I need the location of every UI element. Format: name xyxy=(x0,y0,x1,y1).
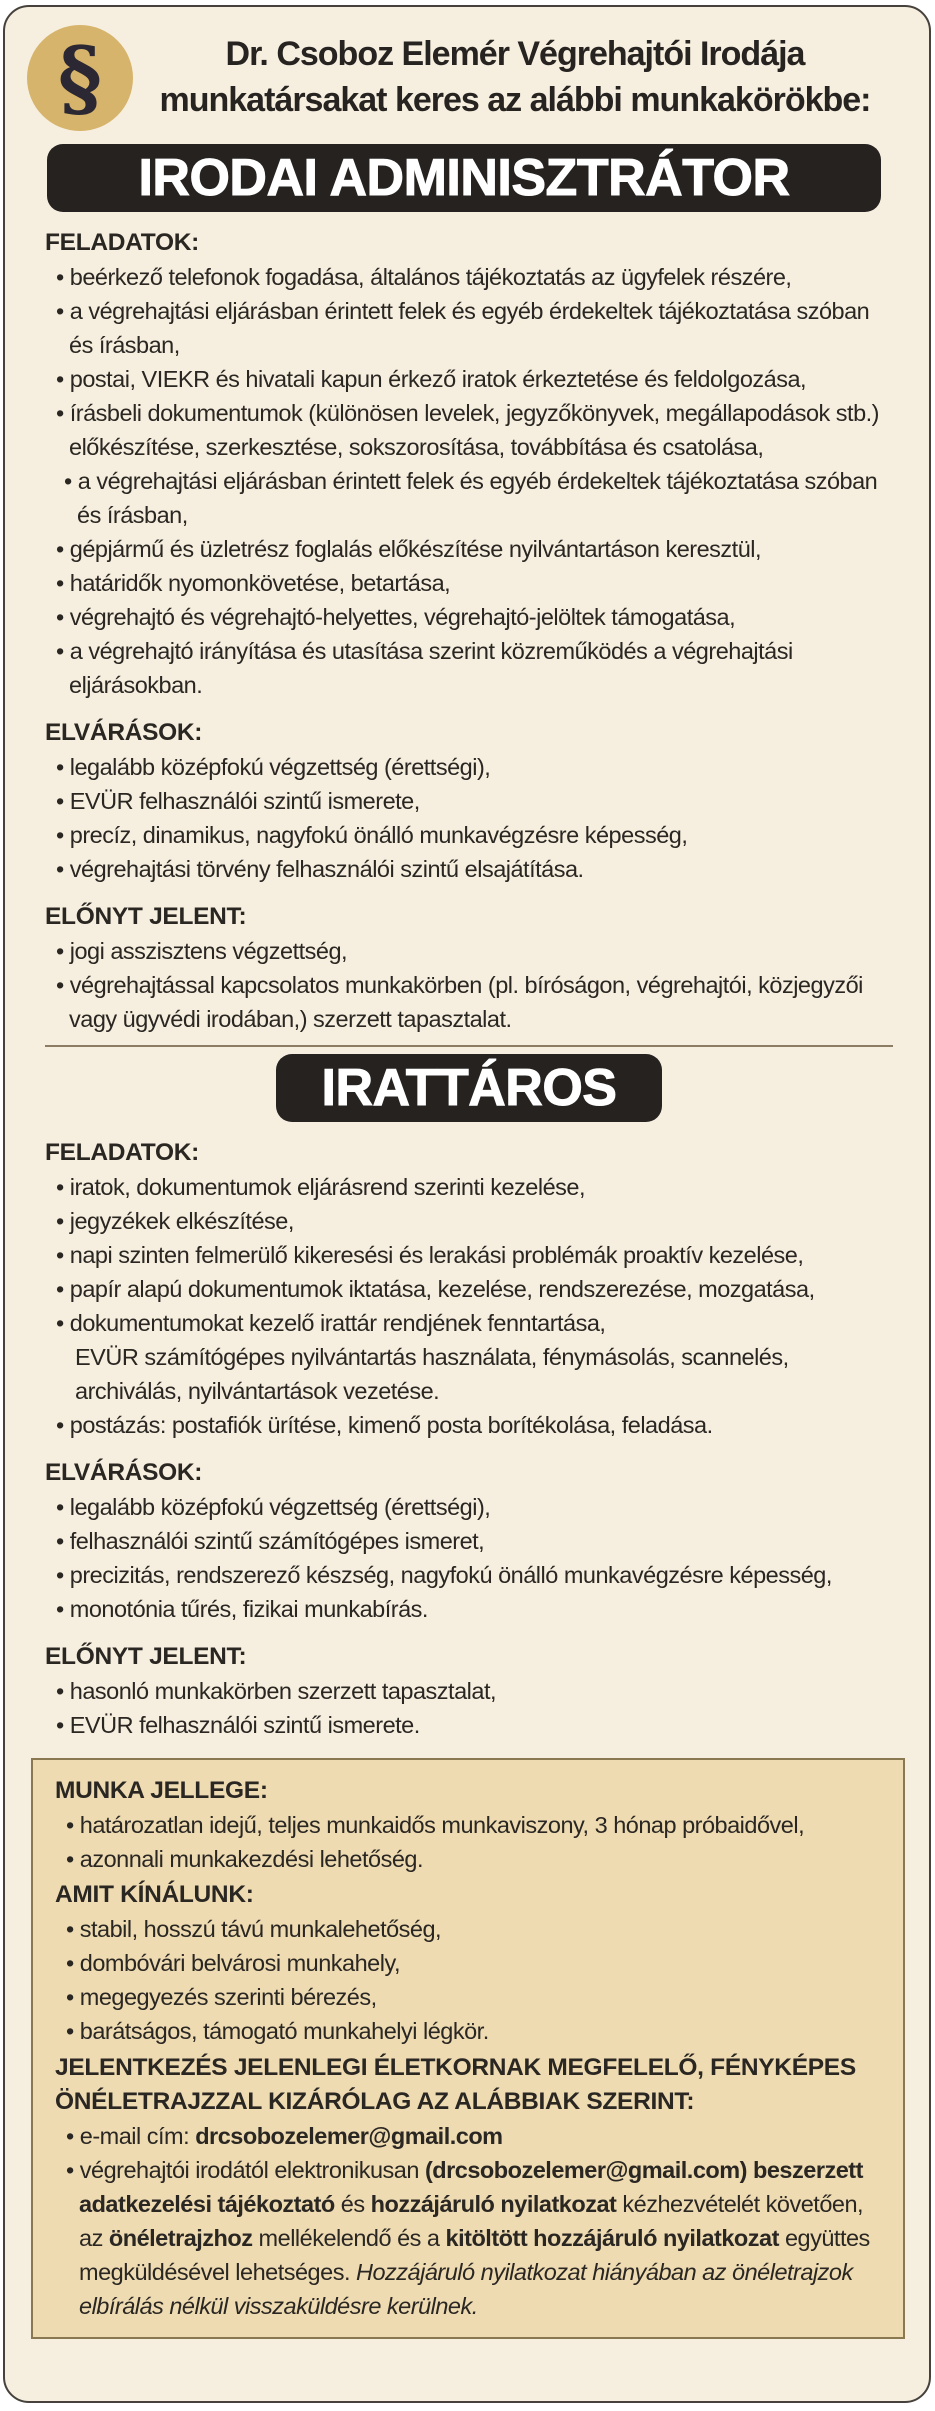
bullet-item: • a végrehajtási eljárásban érintett felek és egyéb érdekeltek tájékoztatása szóban és írásban, xyxy=(56,298,870,358)
bullet-item: • e-mail cím: drcsobozelemer@gmail.com xyxy=(66,2123,503,2149)
bullet-item: • papír alapú dokumentumok iktatása, kezelése, rendszerezése, mozgatása, xyxy=(56,1276,815,1302)
section-heading: ELVÁRÁSOK: xyxy=(45,1459,203,1486)
section-heading: ELVÁRÁSOK: xyxy=(45,719,203,746)
text-segment: és xyxy=(334,2191,371,2217)
office-name: Dr. Csoboz Elemér Végrehajtói Irodája xyxy=(225,35,805,73)
bullet-item: EVÜR számítógépes nyilvántartás használata, fénymásolás, scannelés, archiválás, nyilvántartások vezetése. xyxy=(75,1344,789,1404)
header-titles xyxy=(133,31,893,123)
job-ad-card xyxy=(3,5,931,2403)
section-heading: ELŐNYT JELENT: xyxy=(45,1643,247,1670)
application-heading: JELENTKEZÉS JELENLEGI ÉLETKORNAK MEGFELELŐ, FÉNYKÉPES ÖNÉLETRAJZZAL KIZÁRÓLAG AZ ALÁBBIAK SZERINT: xyxy=(55,2054,856,2115)
bullet-item: • EVÜR felhasználói szintű ismerete. xyxy=(56,1712,420,1738)
bullet-item: • precizitás, rendszerező készség, nagyfokú önálló munkavégzésre képesség, xyxy=(56,1562,832,1588)
job-title-irodai-adminisztrator: IRODAI ADMINISZTRÁTOR xyxy=(47,144,881,212)
text-segment: e-mail cím: xyxy=(79,2123,196,2149)
text-segment: mellékelendő és a xyxy=(252,2225,446,2251)
paragraph-logo xyxy=(27,25,133,131)
bullet-item: • végrehajtó és végrehajtó-helyettes, végrehajtó-jelöltek támogatása, xyxy=(56,604,736,630)
bullet-item: • hasonló munkakörben szerzett tapasztalat, xyxy=(56,1678,497,1704)
bullet-item: • felhasználói szintű számítógépes ismeret, xyxy=(56,1528,485,1554)
section-heading: ELŐNYT JELENT: xyxy=(45,903,247,930)
section-heading: FELADATOK: xyxy=(45,229,199,256)
job-title-irattaros: IRATTÁROS xyxy=(276,1054,663,1122)
bullet-item: • legalább középfokú végzettség (érettségi), xyxy=(56,1494,491,1520)
bullet-item: • jegyzékek elkészítése, xyxy=(56,1208,294,1234)
bullet-item: • monotónia tűrés, fizikai munkabírás. xyxy=(56,1596,428,1622)
text-segment: Hozzájáruló nyilatkozat hiányában az önéletrajzok elbírálás nélkül visszaküldésre kerülnek. xyxy=(79,2259,853,2319)
bullet-item: • végrehajtói irodától elektronikusan (drcsobozelemer@gmail.com) beszerzett adatkezelési tájékoztató és hozzájáruló nyilatkozat kézhezvételét követően, az önéletrajzhoz mellékelendő és a kitöltött hozzájáruló nyilatkozat együttes megküldésével lehetséges. Hozzájáruló nyilatkozat hiányában az önéletrajzok elbírálás nélkül visszaküldésre kerülnek. xyxy=(66,2157,870,2319)
bullet-item: • dombóvári belvárosi munkahely, xyxy=(66,1950,401,1976)
bullet-item: • végrehajtással kapcsolatos munkakörben (pl. bíróságon, végrehajtói, közjegyzői vagy ügyvédi irodában,) szerzett tapasztalat. xyxy=(56,972,863,1032)
text-segment: kitöltött hozzájáruló nyilatkozat xyxy=(445,2225,779,2251)
bullet-item: • megegyezés szerinti bérezés, xyxy=(66,1984,377,2010)
info-box-sections xyxy=(55,1774,883,2048)
bullet-item: • jogi asszisztens végzettség, xyxy=(56,938,348,964)
bullet-item: • a végrehajtó irányítása és utasítása szerint közreműködés a végrehajtási eljárásokban. xyxy=(56,638,793,698)
bullet-item: • azonnali munkakezdési lehetőség. xyxy=(66,1846,424,1872)
section-heading: MUNKA JELLEGE: xyxy=(55,1777,268,1804)
text-segment: drcsobozelemer@gmail.com xyxy=(195,2123,503,2149)
text-segment: végrehajtói irodától elektronikusan xyxy=(79,2157,425,2183)
bullet-item: • legalább középfokú végzettség (érettségi), xyxy=(56,754,491,780)
job-sections-irodai-adminisztrator xyxy=(45,226,893,1036)
bullet-item: • postai, VIEKR és hivatali kapun érkező iratok érkeztetése és feldolgozása, xyxy=(56,366,807,392)
bullet-item: • a végrehajtási eljárásban érintett felek és egyéb érdekeltek tájékoztatása szóban és írásban, xyxy=(64,468,878,528)
bullet-item: • gépjármű és üzletrész foglalás előkészítése nyilvántartáson keresztül, xyxy=(56,536,762,562)
application-info-box xyxy=(31,1758,905,2339)
text-segment: önéletrajzhoz xyxy=(108,2225,253,2251)
bullet-item: • végrehajtási törvény felhasználói szintű elsajátítása. xyxy=(56,856,584,882)
bullet-item: • határidők nyomonkövetése, betartása, xyxy=(56,570,451,596)
bullet-item: • barátságos, támogató munkahelyi légkör. xyxy=(66,2018,489,2044)
section-heading: AMIT KÍNÁLUNK: xyxy=(55,1881,254,1908)
text-segment: együttes megküldésével lehetséges. xyxy=(79,2225,870,2285)
recruiting-line: munkatársakat keres az alábbi munkakörökbe: xyxy=(159,81,871,119)
text-segment: beszerzett adatkezelési tájékoztató xyxy=(79,2157,863,2217)
section-divider xyxy=(45,1045,893,1047)
bullet-item: • írásbeli dokumentumok (különösen levelek, jegyzőkönyvek, megállapodások stb.) előkészítése, szerkesztése, sokszorosítása, továbbítása és csatolása, xyxy=(56,400,880,460)
section-heading: FELADATOK: xyxy=(45,1139,199,1166)
text-segment: hozzájáruló nyilatkozat xyxy=(370,2191,617,2217)
text-segment: kézhezvételét követően, az xyxy=(79,2191,864,2251)
bullet-item: • postázás: postafiók ürítése, kimenő posta borítékolása, feladása. xyxy=(56,1412,713,1438)
bullet-item: • határozatlan idejű, teljes munkaidős munkaviszony, 3 hónap próbaidővel, xyxy=(66,1812,805,1838)
bullet-item: • precíz, dinamikus, nagyfokú önálló munkavégzésre képesség, xyxy=(56,822,688,848)
section-sign-icon: § xyxy=(58,28,102,127)
application-bullets xyxy=(55,2119,883,2323)
bullet-item: • EVÜR felhasználói szintű ismerete, xyxy=(56,788,420,814)
bullet-item: • beérkező telefonok fogadása, általános tájékoztatás az ügyfelek részére, xyxy=(56,264,792,290)
bullet-item: • iratok, dokumentumok eljárásrend szerinti kezelése, xyxy=(56,1174,586,1200)
ad-header xyxy=(45,23,893,131)
text-segment: (drcsobozelemer@gmail.com) xyxy=(424,2157,747,2183)
bullet-item: • dokumentumokat kezelő irattár rendjének fenntartása, xyxy=(56,1310,606,1336)
job-sections-irattaros xyxy=(45,1136,893,1742)
bullet-item: • stabil, hosszú távú munkalehetőség, xyxy=(66,1916,442,1942)
bullet-item: • napi szinten felmerülő kikeresési és lerakási problémák proaktív kezelése, xyxy=(56,1242,804,1268)
